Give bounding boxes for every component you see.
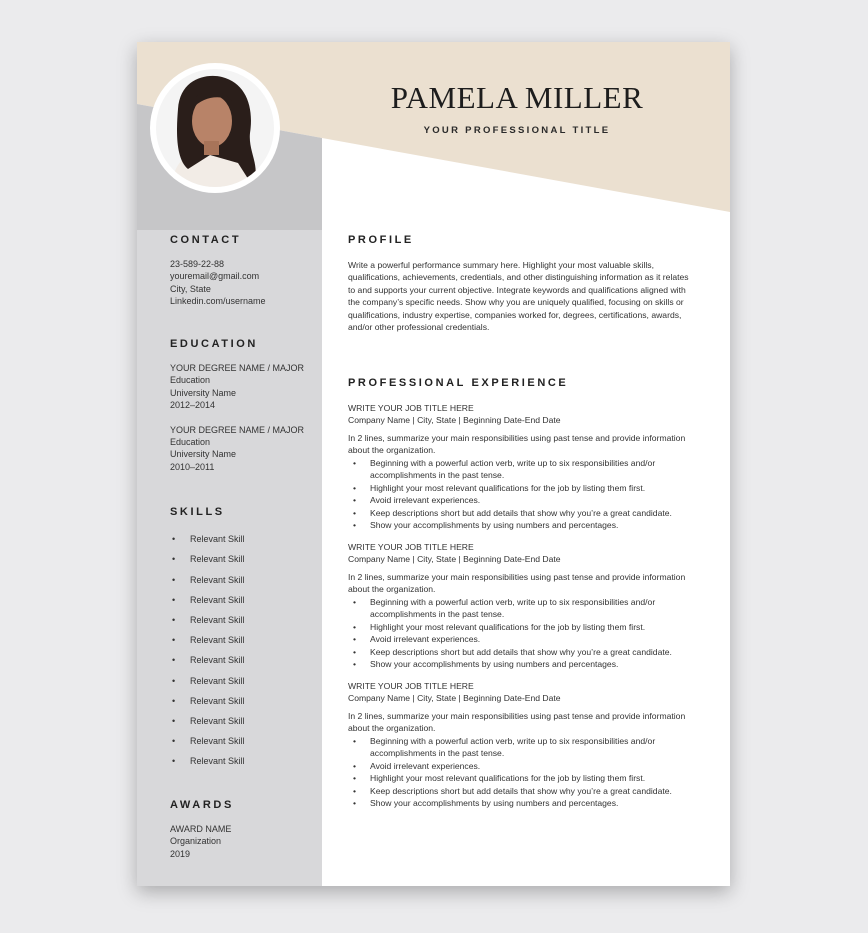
skills-heading: SKILLS [170, 506, 225, 518]
job-bullet: • Keep descriptions short but add details that show why you’re a great candidate. [348, 785, 698, 798]
skill-item: • Relevant Skill [170, 614, 320, 634]
job-summary: In 2 lines, summarize your main responsibilities using past tense and provide information about the organization. [348, 710, 686, 733]
job-bullet: • Keep descriptions short but add details that show why you’re a great candidate. [348, 646, 698, 659]
profile-summary: Write a powerful performance summary here. Highlight your most valuable skills, qualifications, achievements, credentials, and other distinguishing information as it relates to and supports your current objective. Integrate keywords and qualifications aligned with the company’s specific needs. Show why you are uniquely qualified, focusing on skills or qualifications, industry expertise, companies worked for, degrees, certifications, awards, and/or other professional credentials. [348, 259, 689, 332]
profile-heading: PROFILE [348, 234, 414, 246]
skills-section [170, 506, 320, 775]
education-entry [170, 424, 320, 473]
job-title: WRITE YOUR JOB TITLE HERE [348, 680, 474, 691]
job-bullet: • Beginning with a powerful action verb, write up to six responsibilities and/or accomplishments in the past tense. [348, 735, 698, 760]
job-bullet: • Beginning with a powerful action verb, write up to six responsibilities and/or accomplishments in the past tense. [348, 457, 698, 482]
skill-item: • Relevant Skill [170, 715, 320, 735]
contact-section [170, 234, 320, 307]
skill-item: • Relevant Skill [170, 695, 320, 715]
skill-item: • Relevant Skill [170, 675, 320, 695]
job-company-line: Company Name | City, State | Beginning Date-End Date [348, 693, 561, 703]
job-bullet: • Show your accomplishments by using numbers and percentages. [348, 519, 698, 532]
experience-heading: PROFESSIONAL EXPERIENCE [348, 377, 569, 389]
job-bullet: • Avoid irrelevant experiences. [348, 633, 698, 646]
skill-item: • Relevant Skill [170, 634, 320, 654]
skill-item: • Relevant Skill [170, 755, 320, 775]
skill-item: • Relevant Skill [170, 735, 320, 755]
job-bullet: • Beginning with a powerful action verb, write up to six responsibilities and/or accomplishments in the past tense. [348, 596, 698, 621]
job-summary: In 2 lines, summarize your main responsibilities using past tense and provide information about the organization. [348, 571, 686, 594]
skill-item: • Relevant Skill [170, 553, 320, 573]
contact-email: youremail@gmail.com [170, 271, 260, 282]
skill-item: • Relevant Skill [170, 533, 320, 553]
job-bullet: • Avoid irrelevant experiences. [348, 760, 698, 773]
job-bullet: • Avoid irrelevant experiences. [348, 494, 698, 507]
contact-heading: CONTACT [170, 234, 242, 246]
contact-linkedin: Linkedin.com/username [170, 295, 266, 306]
job-bullet: • Show your accomplishments by using numbers and percentages. [348, 658, 698, 671]
job-title: WRITE YOUR JOB TITLE HERE [348, 541, 474, 552]
skills-list [170, 533, 320, 775]
job-summary: In 2 lines, summarize your main responsibilities using past tense and provide information about the organization. [348, 432, 686, 455]
profile-section [348, 234, 698, 334]
education-heading: EDUCATION [170, 338, 258, 350]
professional-title: YOUR PROFESSIONAL TITLE [423, 125, 611, 136]
education-school: University Name [170, 387, 237, 398]
job-bullet: • Highlight your most relevant qualifications for the job by listing them first. [348, 772, 698, 785]
education-school: University Name [170, 449, 237, 460]
job-bullet: • Highlight your most relevant qualifications for the job by listing them first. [348, 482, 698, 495]
job-bullets [348, 596, 698, 671]
skill-item: • Relevant Skill [170, 594, 320, 614]
education-degree: YOUR DEGREE NAME / MAJOR [170, 363, 305, 374]
job-company-line: Company Name | City, State | Beginning Date-End Date [348, 554, 561, 564]
awards-heading: AWARDS [170, 799, 234, 811]
job-bullets [348, 457, 698, 532]
award-year: 2019 [170, 848, 191, 859]
education-section [170, 338, 320, 473]
job-title: WRITE YOUR JOB TITLE HERE [348, 402, 474, 413]
job-company-line: Company Name | City, State | Beginning Date-End Date [348, 415, 561, 425]
education-degree: YOUR DEGREE NAME / MAJOR [170, 425, 305, 436]
job-entry [348, 541, 698, 671]
award-name: AWARD NAME [170, 824, 232, 835]
resume-name: PAMELA MILLER [390, 80, 644, 115]
profile-photo [150, 63, 280, 193]
contact-location: City, State [170, 283, 211, 294]
award-organization: Organization [170, 836, 222, 847]
education-years: 2010–2011 [170, 461, 215, 472]
job-bullets [348, 735, 698, 810]
education-field: Education [170, 437, 211, 448]
experience-section [348, 377, 698, 819]
education-field: Education [170, 375, 211, 386]
education-years: 2012–2014 [170, 399, 216, 410]
awards-section [170, 799, 320, 860]
job-bullet: • Show your accomplishments by using numbers and percentages. [348, 797, 698, 810]
resume-page [137, 42, 730, 886]
job-entry [348, 680, 698, 810]
job-bullet: • Keep descriptions short but add details that show why you’re a great candidate. [348, 507, 698, 520]
job-bullet: • Highlight your most relevant qualifications for the job by listing them first. [348, 621, 698, 634]
contact-phone: 23-589-22-88 [170, 259, 225, 270]
skill-item: • Relevant Skill [170, 654, 320, 674]
job-entry [348, 402, 698, 532]
skill-item: • Relevant Skill [170, 574, 320, 594]
education-entry [170, 362, 320, 411]
